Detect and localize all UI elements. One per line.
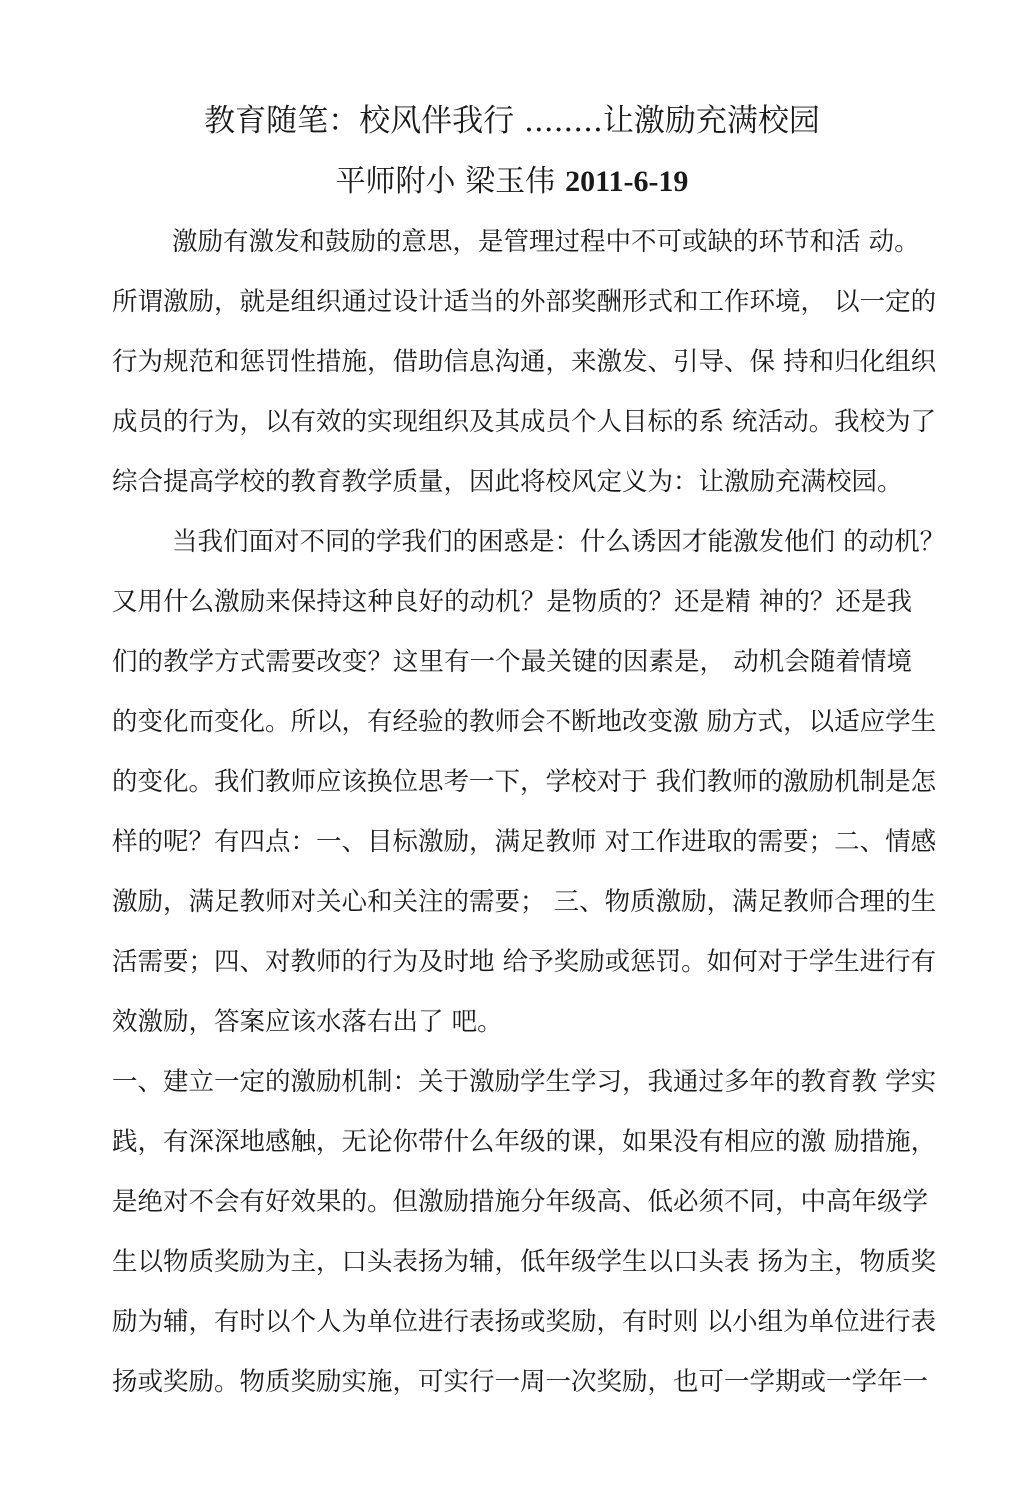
paragraph-line: 行为规范和惩罚性措施，借助信息沟通，来激发、引导、保 持和归化组织 <box>112 347 937 377</box>
document-date: 2011-6-19 <box>565 165 689 198</box>
paragraph-line: 活需要；四、对教师的行为及时地 给予奖励或惩罚。如何对于学生进行有 <box>112 947 937 977</box>
paragraph-line: 们的教学方式需要改变？这里有一个最关键的因素是， 动机会随着情境 <box>112 647 912 677</box>
paragraph-line: 成员的行为，以有效的实现组织及其成员个人目标的系 统活动。我校为了 <box>112 407 937 437</box>
paragraph-line: 样的呢？有四点：一、目标激励，满足教师 对工作进取的需要；二、情感 <box>112 827 937 857</box>
paragraph-line: 效激励，答案应该水落右出了 吧。 <box>112 1007 503 1037</box>
paragraph-line: 扬或奖励。物质奖励实施，可实行一周一次奖励，也可一学期或一学年一 <box>112 1367 929 1397</box>
paragraph-line: 综合提高学校的教育教学质量，因此将校风定义为：让激励充满校园。 <box>112 467 903 497</box>
paragraph-line: 是绝对不会有好效果的。但激励措施分年级高、低必须不同，中高年级学 <box>112 1187 929 1217</box>
paragraph-line: 激励，满足教师对关心和关注的需要； 三、物质激励，满足教师合理的生 <box>112 887 937 917</box>
paragraph-line: 生以物质奖励为主，口头表扬为辅，低年级学生以口头表 扬为主，物质奖 <box>112 1247 937 1277</box>
paragraph-line: 践，有深深地感触，无论你带什么年级的课，如果没有相应的激 励措施， <box>112 1127 937 1157</box>
paragraph-line: 一、建立一定的激励机制：关于激励学生学习，我通过多年的教育教 学实 <box>112 1067 937 1097</box>
author-line <box>0 162 1024 202</box>
paragraph-line: 励为辅，有时以个人为单位进行表扬或奖励，有时则 以小组为单位进行表 <box>112 1307 937 1337</box>
paragraph-line: 的变化。我们教师应该换位思考一下，学校对于 我们教师的激励机制是怎 <box>112 767 937 797</box>
paragraph-line: 当我们面对不同的学我们的困惑是：什么诱因才能激发他们 的动机？ <box>172 527 946 557</box>
author-school-name: 平师附小 梁玉伟 <box>335 164 556 199</box>
document-title: 教育随笔：校风伴我行 ........让激励充满校园 <box>204 103 820 139</box>
paragraph-line: 的变化而变化。所以，有经验的教师会不断地改变激 励方式，以适应学生 <box>112 707 937 737</box>
paragraph-line: 又用什么激励来保持这种良好的动机？是物质的？还是精 神的？还是我 <box>112 587 912 617</box>
paragraph-line: 激励有激发和鼓励的意思，是管理过程中不可或缺的环节和活 动。 <box>172 227 920 257</box>
paragraph-line: 所谓激励，就是组织通过设计适当的外部奖酬形式和工作环境， 以一定的 <box>112 287 937 317</box>
